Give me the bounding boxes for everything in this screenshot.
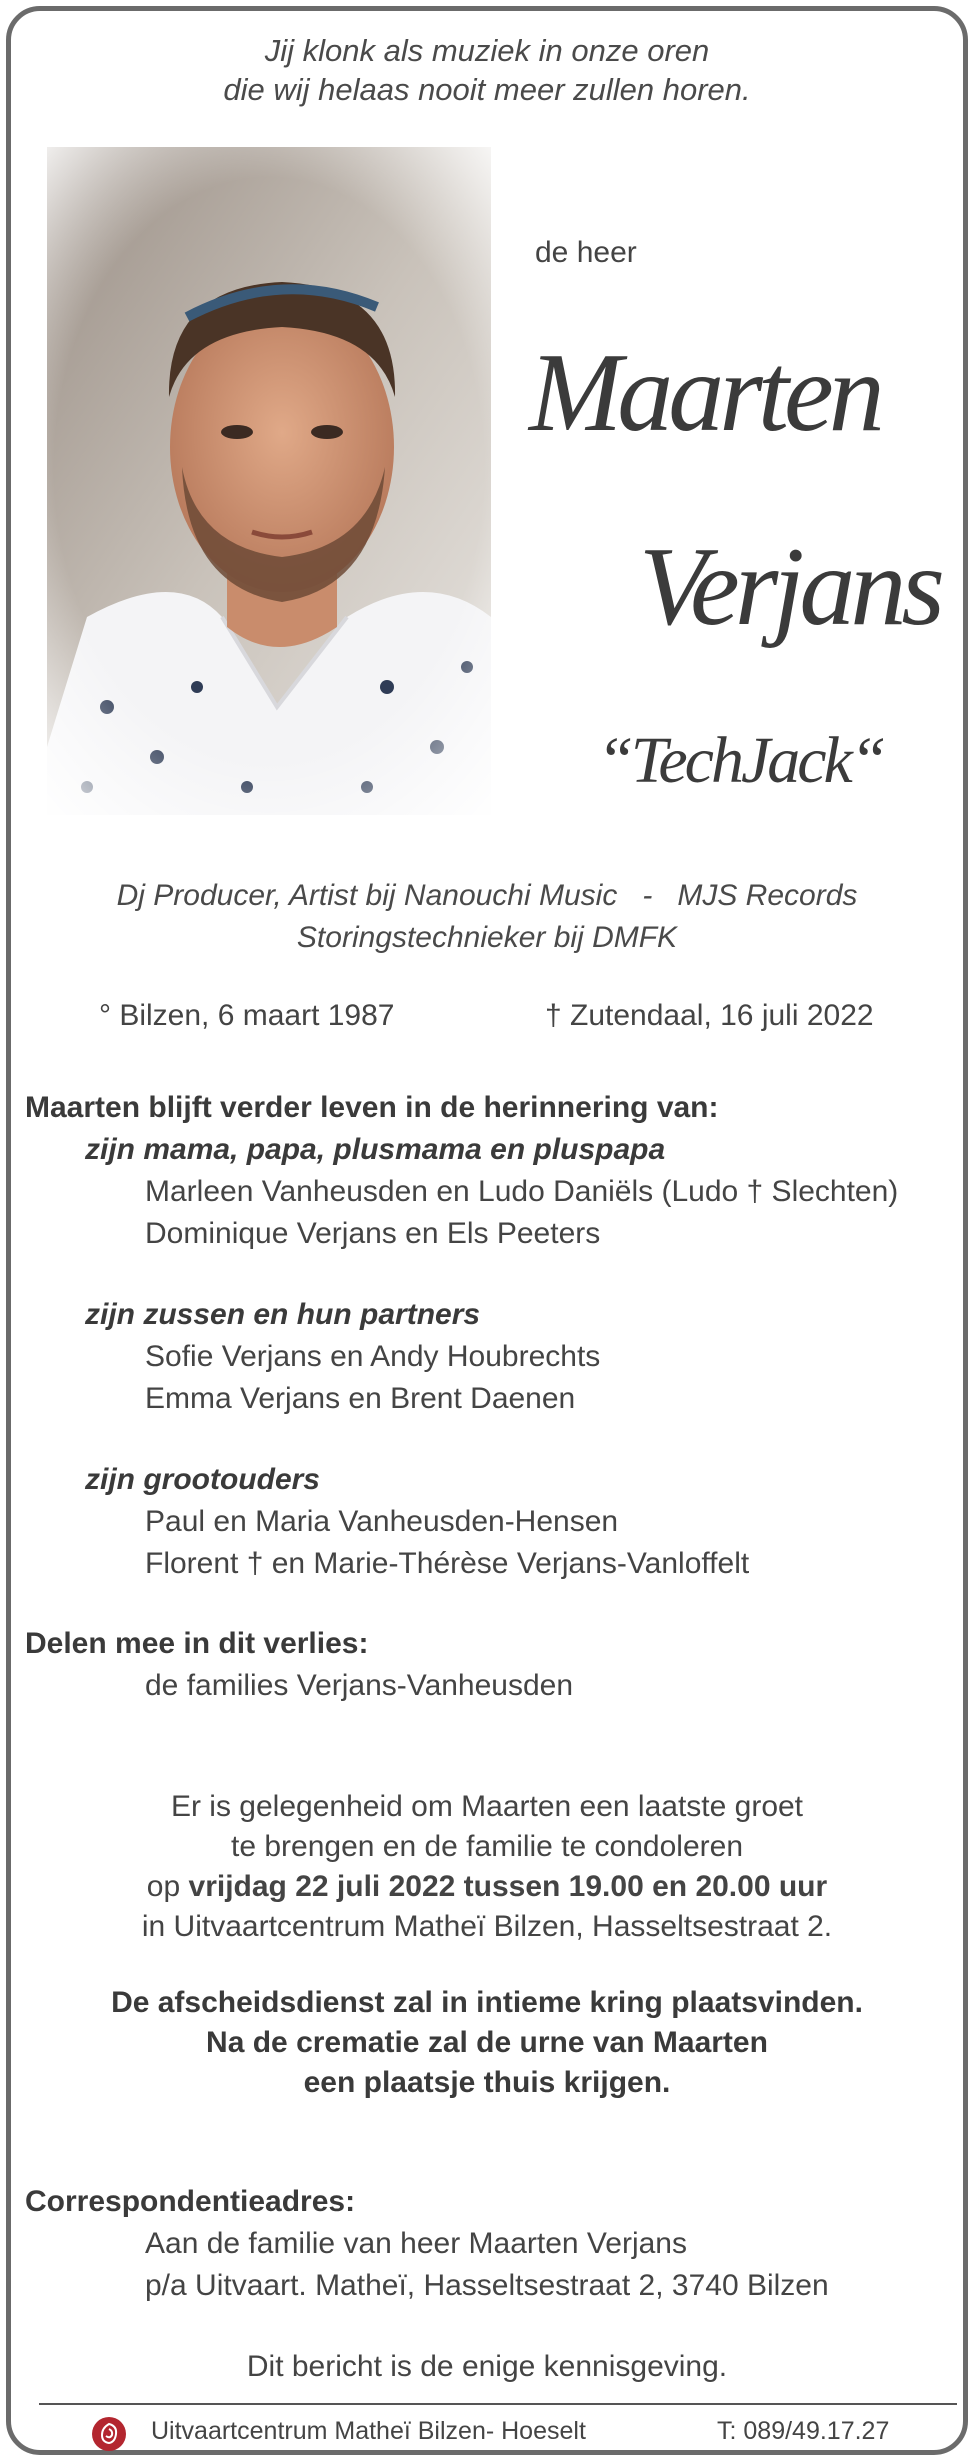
portrait-photo	[47, 147, 491, 815]
footer-phone: T: 089/49.17.27	[717, 2417, 890, 2445]
roles-line-1	[11, 875, 963, 917]
last-name: Verjans	[639, 525, 940, 649]
group-parents-title: zijn mama, papa, plusmama en pluspapa	[85, 1133, 666, 1166]
visitation-line-1: Er is gelegenheid om Maarten een laatste groet	[170, 1790, 804, 1823]
rose-logo-icon	[91, 2416, 127, 2452]
roles	[11, 875, 963, 959]
group-sisters-name-1: Sofie Verjans en Andy Houbrechts	[145, 1340, 601, 1373]
visitation-date: vrijdag 22 juli 2022 tussen 19.00 en 20.00 uur	[188, 1870, 828, 1903]
role-separator: -	[642, 879, 653, 912]
group-sisters-title: zijn zussen en hun partners	[85, 1298, 481, 1331]
notice-only: Dit bericht is de enige kennisgeving.	[246, 2350, 728, 2383]
first-name: Maarten	[529, 331, 880, 455]
visitation-block	[11, 1787, 963, 1947]
obituary-card	[6, 6, 968, 2455]
visitation-line-4: in Uitvaartcentrum Matheï Bilzen, Hasseltsestraat 2.	[141, 1910, 833, 1943]
poem	[11, 31, 963, 109]
group-grandparents-name-1: Paul en Maria Vanheusden-Hensen	[145, 1505, 619, 1538]
group-sisters-name-2: Emma Verjans en Brent Daenen	[145, 1382, 576, 1415]
share-heading: Delen mee in dit verlies:	[25, 1627, 369, 1660]
group-parents-name-2: Dominique Verjans en Els Peeters	[145, 1217, 601, 1250]
poem-line-2: die wij helaas nooit meer zullen horen.	[223, 72, 751, 107]
footer-company: Uitvaartcentrum Matheï Bilzen- Hoeselt	[151, 2417, 586, 2445]
role-dj: Dj Producer, Artist bij Nanouchi Music	[116, 879, 618, 912]
correspondence-line-1: Aan de familie van heer Maarten Verjans	[145, 2227, 687, 2260]
poem-line-1: Jij klonk als muziek in onze oren	[264, 33, 710, 68]
farewell-line-1: De afscheidsdienst zal in intieme kring plaatsvinden.	[111, 1986, 863, 2019]
group-grandparents-name-2: Florent † en Marie-Thérèse Verjans-Vanloffelt	[145, 1547, 750, 1580]
visitation-prefix: op	[146, 1870, 189, 1903]
correspondence-heading: Correspondentieadres:	[25, 2185, 356, 2218]
farewell-line-2: Na de crematie zal de urne van Maarten	[206, 2026, 768, 2059]
correspondence-line-2: p/a Uitvaart. Matheï, Hasseltsestraat 2, 3740 Bilzen	[145, 2269, 829, 2302]
footer-divider	[39, 2403, 957, 2405]
birth-info: ° Bilzen, 6 maart 1987	[99, 999, 395, 1032]
memory-heading: Maarten blijft verder leven in de herinnering van:	[25, 1091, 719, 1124]
farewell-line-3: een plaatsje thuis krijgen.	[303, 2066, 671, 2099]
group-grandparents-title: zijn grootouders	[85, 1463, 320, 1496]
visitation-line-2: te brengen en de familie te condoleren	[230, 1830, 744, 1863]
roles-line-2: Storingstechnieker bij DMFK	[296, 921, 678, 954]
farewell-block	[11, 1983, 963, 2103]
death-info: † Zutendaal, 16 juli 2022	[545, 999, 874, 1032]
visitation-line-3	[11, 1867, 963, 1907]
photo-fade	[47, 147, 491, 815]
role-label: MJS Records	[677, 879, 858, 912]
share-name: de families Verjans-Vanheusden	[145, 1669, 574, 1702]
name-prefix: de heer	[535, 236, 637, 269]
nickname: “TechJack“	[597, 724, 884, 797]
group-parents-name-1: Marleen Vanheusden en Ludo Daniëls (Ludo † Slechten)	[145, 1175, 899, 1208]
